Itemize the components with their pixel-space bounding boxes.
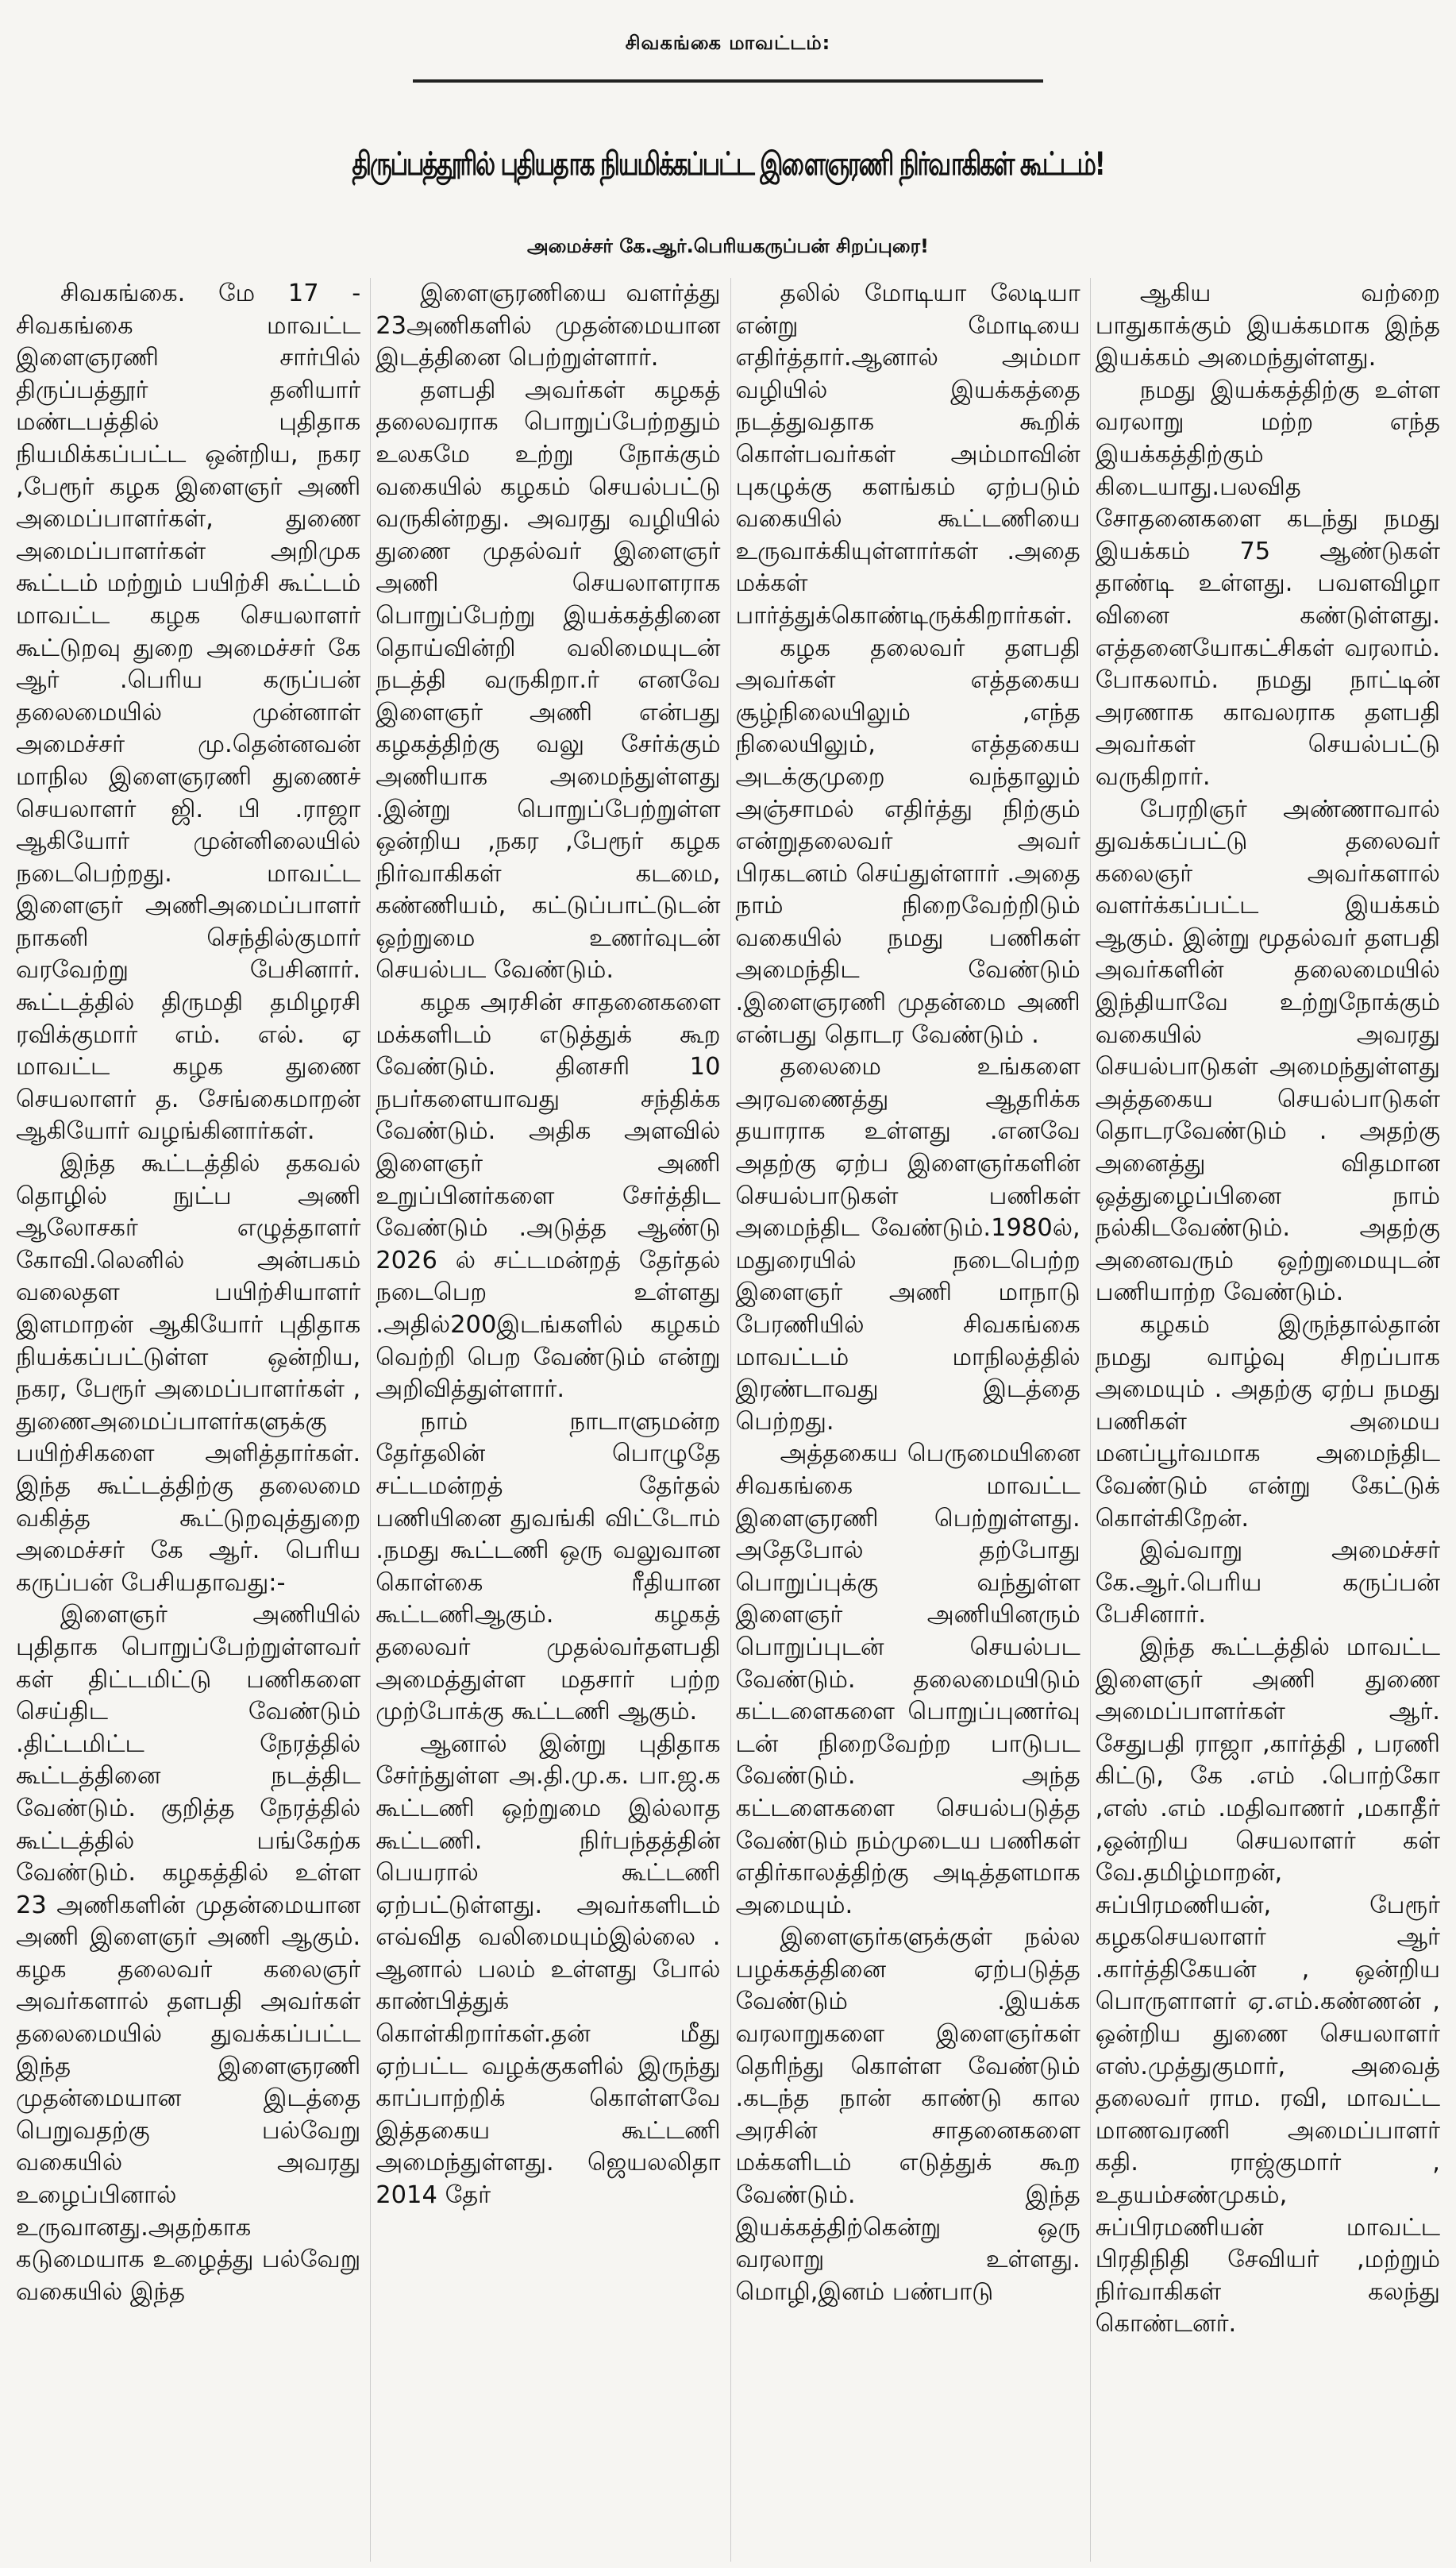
paragraph: ஆகிய வற்றை பாதுகாக்கும் இயக்கமாக இந்த இயக்கம் அமைந்துள்ளது. bbox=[1095, 280, 1440, 372]
paragraph: தளபதி அவர்கள் கழகத் தலைவராக பொறுப்பேற்றதும் உலகமே உற்று நோக்கும் வகையில் கழகம் செயல்பட்டு வருகின்றது. அவரது வழியில் துணை முதல்வர் இளைஞர் அணி செயலாளராக பொறுப்பேற்று இயக்கத்தினை தொய்வின்றி வலிமையுடன் நடத்தி வருகிறா.ர் எனவே இளைஞர் அணி என்பது கழகத்திற்கு வலு சேர்க்கும் அணியாக அமைந்துள்ளது .இன்று பொறுப்பேற்றுள்ள ஒன்றிய ,நகர ,பேரூர் கழக நிர்வாகிகள் கடமை, கண்ணியம், கட்டுப்பாட்டுடன் ஒற்றுமை உணர்வுடன் செயல்பட வேண்டும். bbox=[376, 376, 721, 985]
kicker-title: சிவகங்கை மாவட்டம்: bbox=[625, 32, 831, 54]
paragraph: பேரறிஞர் அண்ணாவால் துவக்கப்பட்டு தலைவர் கலைஞர் அவர்களால் வளர்க்கப்பட்ட இயக்கம் ஆகும். இன்று மூதல்வர் தளபதி அவர்களின் தலைமையில் இந்தியாவே உற்றுநோக்கும் வகையில் அவரது செயல்பாடுகள் அமைந்துள்ளது அத்தகைய செயல்பாடுகள் தொடரவேண்டும் . அதற்கு அனைத்து விதமான ஒத்துழைப்பினை நாம் நல்கிடவேண்டும். அதற்கு அனைவரும் ஒற்றுமையுடன் பணியாற்ற வேண்டும். bbox=[1095, 795, 1440, 1307]
paragraph: இளைஞர்களுக்குள் நல்ல பழக்கத்தினை ஏற்படுத்த வேண்டும் .இயக்க வரலாறுகளை இளைஞர்கள் தெரிந்து கொள்ள வேண்டும் .கடந்த நான் காண்டு கால அரசின் சாதனைகளை மக்களிடம் எடுத்துக் கூற வேண்டும். இந்த இயக்கத்திற்கென்று ஒரு வரலாறு உள்ளது. மொழி,இனம் பண்பாடு bbox=[735, 1923, 1080, 2306]
paragraph: ஆனால் இன்று புதிதாக சேர்ந்துள்ள அ.தி.மு.க. பா.ஜ.க கூட்டணி ஒற்றுமை இல்லாத கூட்டணி. நிர்பந்தத்தின் பெயரால் கூட்டணி ஏற்பட்டுள்ளது. அவர்களிடம் எவ்வித வலிமையும்இல்லை . ஆனால் பலம் உள்ளது போல் காண்பித்துக் கொள்கிறார்கள்.தன் மீது ஏற்பட்ட வழக்குகளில் இருந்து காப்பாற்றிக் கொள்ளவே இத்தகைய கூட்டணி அமைந்துள்ளது. ஜெயலலிதா 2014 தேர் bbox=[376, 1729, 721, 2210]
column-2 bbox=[370, 278, 725, 2562]
kicker-rule bbox=[413, 79, 1043, 83]
paragraph: நமது இயக்கத்திற்கு உள்ள வரலாறு மற்ற எந்த இயக்கத்திற்கும் கிடையாது.பலவித சோதனைகளை கடந்து நமது இயக்கம் 75 ஆண்டுகள் தாண்டி உள்ளது. பவளவிழா வினை கண்டுள்ளது. எத்தனையோகட்சிகள் வரலாம். போகலாம். நமது நாட்டின் அரணாக காவலராக தளபதி அவர்கள் செயல்பட்டு வருகிறார். bbox=[1095, 376, 1440, 791]
paragraph: இந்த கூட்டத்தில் தகவல் தொழில் நுட்ப அணி ஆலோசகர் எழுத்தாளர் கோவி.லெனில் அன்பகம் வலைதள பயிற்சியாளர் இளமாறன் ஆகியோர் புதிதாக நியக்கப்பட்டுள்ள ஒன்றிய, நகர, பேரூர் அமைப்பாளர்கள் , துணைஅமைப்பாளர்களுக்கு பயிற்சிகளை அளித்தார்கள். இந்த கூட்டத்திற்கு தலைமை வகித்த கூட்டுறவுத்துறை அமைச்சர் கே ஆர். பெரிய கருப்பன் பேசியதாவது:- bbox=[16, 1150, 361, 1597]
column-3 bbox=[730, 278, 1085, 2562]
paragraph: அத்தகைய பெருமையினை சிவகங்கை மாவட்ட இளைஞரணி பெற்றுள்ளது. அதேபோல் தற்போது பொறுப்புக்கு வந்துள்ள இளைஞர் அணியினரும் பொறுப்புடன் செயல்பட வேண்டும். தலைமையிடும் கட்டளைகளை பொறுப்புணர்வு டன் நிறைவேற்ற பாடுபட வேண்டும். அந்த கட்டளைகளை செயல்படுத்த வேண்டும் நம்முடைய பணிகள் எதிர்காலத்திற்கு அடித்தளமாக அமையும். bbox=[735, 1440, 1080, 1919]
article-body bbox=[11, 278, 1445, 2562]
paragraph: தலைமை உங்களை அரவணைத்து ஆதரிக்க தயாராக உள்ளது .எனவே அதற்கு ஏற்ப இளைஞர்களின் செயல்பாடுகள் பணிகள் அமைந்திட வேண்டும்.1980ல், மதுரையில் நடைபெற்ற இளைஞர் அணி மாநாடு பேரணியில் சிவகங்கை மாவட்டம் மாநிலத்தில் இரண்டாவது இடத்தை பெற்றது. bbox=[735, 1053, 1080, 1436]
paragraph: சிவகங்கை. மே 17 - சிவகங்கை மாவட்ட இளைஞரணி சார்பில் திருப்பத்தூர் தனியார் மண்டபத்தில் புதிதாக நியமிக்கப்பட்ட ஒன்றிய, நகர ,பேரூர் கழக இளைஞர் அணி அமைப்பாளர்கள், துணை அமைப்பாளர்கள் அறிமுக கூட்டம் மற்றும் பயிற்சி கூட்டம் மாவட்ட கழக செயலாளர் கூட்டுறவு துறை அமைச்சர் கே ஆர் .பெரிய கருப்பன் தலைமையில் முன்னாள் அமைச்சர் மு.தென்னவன் மாநில இளைஞரணி துணைச் செயலாளர் ஜி. பி .ராஜா ஆகியோர் முன்னிலையில் நடைபெற்றது. மாவட்ட இளைஞர் அணிஅமைப்பாளர் நாகனி செந்தில்குமார் வரவேற்று பேசினார். கூட்டத்தில் திருமதி தமிழரசி ரவிக்குமார் எம். எல். ஏ மாவட்ட கழக துணை செயலாளர் த. சேங்கைமாறன் ஆகியோர் வழங்கினார்கள். bbox=[16, 280, 361, 1146]
paragraph: கழக அரசின் சாதனைகளை மக்களிடம் எடுத்துக் கூற வேண்டும். தினசரி 10 நபர்களையாவது சந்திக்க வேண்டும். அதிக அளவில் இளைஞர் அணி உறுப்பினர்களை சேர்த்திட வேண்டும் .அடுத்த ஆண்டு 2026 ல் சட்டமன்றத் தேர்தல் நடைபெற உள்ளது .அதில்200இடங்களில் கழகம் வெற்றி பெற வேண்டும் என்று அறிவித்துள்ளார். bbox=[376, 989, 721, 1404]
paragraph: கழக தலைவர் தளபதி அவர்கள் எத்தகைய சூழ்நிலையிலும் ,எந்த நிலையிலும், எத்தகைய அடக்குமுறை வந்தாலும் அஞ்சாமல் எதிர்த்து நிற்கும் என்றுதலைவர் அவர் பிரகடனம் செய்துள்ளார் .அதை நாம் நிறைவேற்றிடும் வகையில் நமது பணிகள் அமைந்திட வேண்டும் .இளைஞரணி முதன்மை அணி என்பது தொடர வேண்டும் . bbox=[735, 634, 1080, 1049]
paragraph: இந்த கூட்டத்தில் மாவட்ட இளைஞர் அணி துணை அமைப்பாளர்கள் ஆர். சேதுபதி ராஜா ,கார்த்தி , பரணி கிட்டு, கே .எம் .பொற்கோ ,எஸ் .எம் .மதிவாணர் ,மகாதீர் ,ஒன்றிய செயலாளர் கள் வே.தமிழ்மாறன், சுப்பிரமணியன், பேரூர் கழகசெயலாளர் ஆர் .கார்த்திகேயன் , ஒன்றிய பொருளாளர் ஏ.எம்.கண்ணன் , ஒன்றிய துணை செயலாளர் எஸ்.முத்துகுமார், அவைத் தலைவர் ராம. ரவி, மாவட்ட மாணவரணி அமைப்பாளர் கதி. ராஜ்குமார் , உதயம்சண்முகம், சுப்பிரமணியன் மாவட்ட பிரதிநிதி சேவியர் ,மற்றும் நிர்வாகிகள் கலந்து கொண்டனர். bbox=[1095, 1633, 1440, 2339]
column-4 bbox=[1090, 278, 1445, 2562]
headline: திருப்பத்தூரில் புதியதாக நியமிக்கப்பட்ட இளைஞரணி நிர்வாகிகள் கூட்டம்! bbox=[352, 145, 1104, 183]
paragraph: கழகம் இருந்தால்தான் நமது வாழ்வு சிறப்பாக அமையும் . அதற்கு ஏற்ப நமது பணிகள் அமைய மனப்பூர்வமாக அமைந்திட வேண்டும் என்று கேட்டுக் கொள்கிறேன். bbox=[1095, 1311, 1440, 1533]
paragraph: இவ்வாறு அமைச்சர் கே.ஆர்.பெரிய கருப்பன் பேசினார். bbox=[1095, 1537, 1440, 1629]
paragraph: தலில் மோடியா லேடியா என்று மோடியை எதிர்த்தார்.ஆனால் அம்மா வழியில் இயக்கத்தை நடத்துவதாக கூறிக் கொள்பவர்கள் அம்மாவின் புகழுக்கு களங்கம் ஏற்படும் வகையில் கூட்டணியை உருவாக்கியுள்ளார்கள் .அதை மக்கள் பார்த்துக்கொண்டிருக்கிறார்கள். bbox=[735, 280, 1080, 630]
paragraph: இளைஞரணியை வளர்த்து 23அணிகளில் முதன்மையான இடத்தினை பெற்றுள்ளார். bbox=[376, 280, 721, 372]
paragraph: நாம் நாடாளுமன்ற தேர்தலின் பொழுதே சட்டமன்றத் தேர்தல் பணியினை துவங்கி விட்டோம் .நமது கூட்டணி ஒரு வலுவான கொள்கை ரீதியான கூட்டணிஆகும். கழகத் தலைவர் முதல்வர்தளபதி அமைத்துள்ள மதசார் பற்ற முற்போக்கு கூட்டணி ஆகும். bbox=[376, 1407, 721, 1726]
column-1 bbox=[11, 278, 365, 2562]
subheadline: அமைச்சர் கே.ஆர்.பெரியகருப்பன் சிறப்புரை! bbox=[527, 235, 929, 257]
paragraph: இளைஞர் அணியில் புதிதாக பொறுப்பேற்றுள்ளவர் கள் திட்டமிட்டு பணிகளை செய்திட வேண்டும் .திட்டமிட்ட நேரத்தில் கூட்டத்தினை நடத்திட வேண்டும். குறித்த நேரத்தில் கூட்டத்தில் பங்கேற்க வேண்டும். கழகத்தில் உள்ள 23 அணிகளின் முதன்மையான அணி இளைஞர் அணி ஆகும். கழக தலைவர் கலைஞர் அவர்களால் தளபதி அவர்கள் தலைமையில் துவக்கப்பட்ட இந்த இளைஞரணி முதன்மையான இடத்தை பெறுவதற்கு பல்வேறு வகையில் அவரது உழைப்பினால் உருவானது.அதற்காக கடுமையாக உழைத்து பல்வேறு வகையில் இந்த bbox=[16, 1601, 361, 2306]
